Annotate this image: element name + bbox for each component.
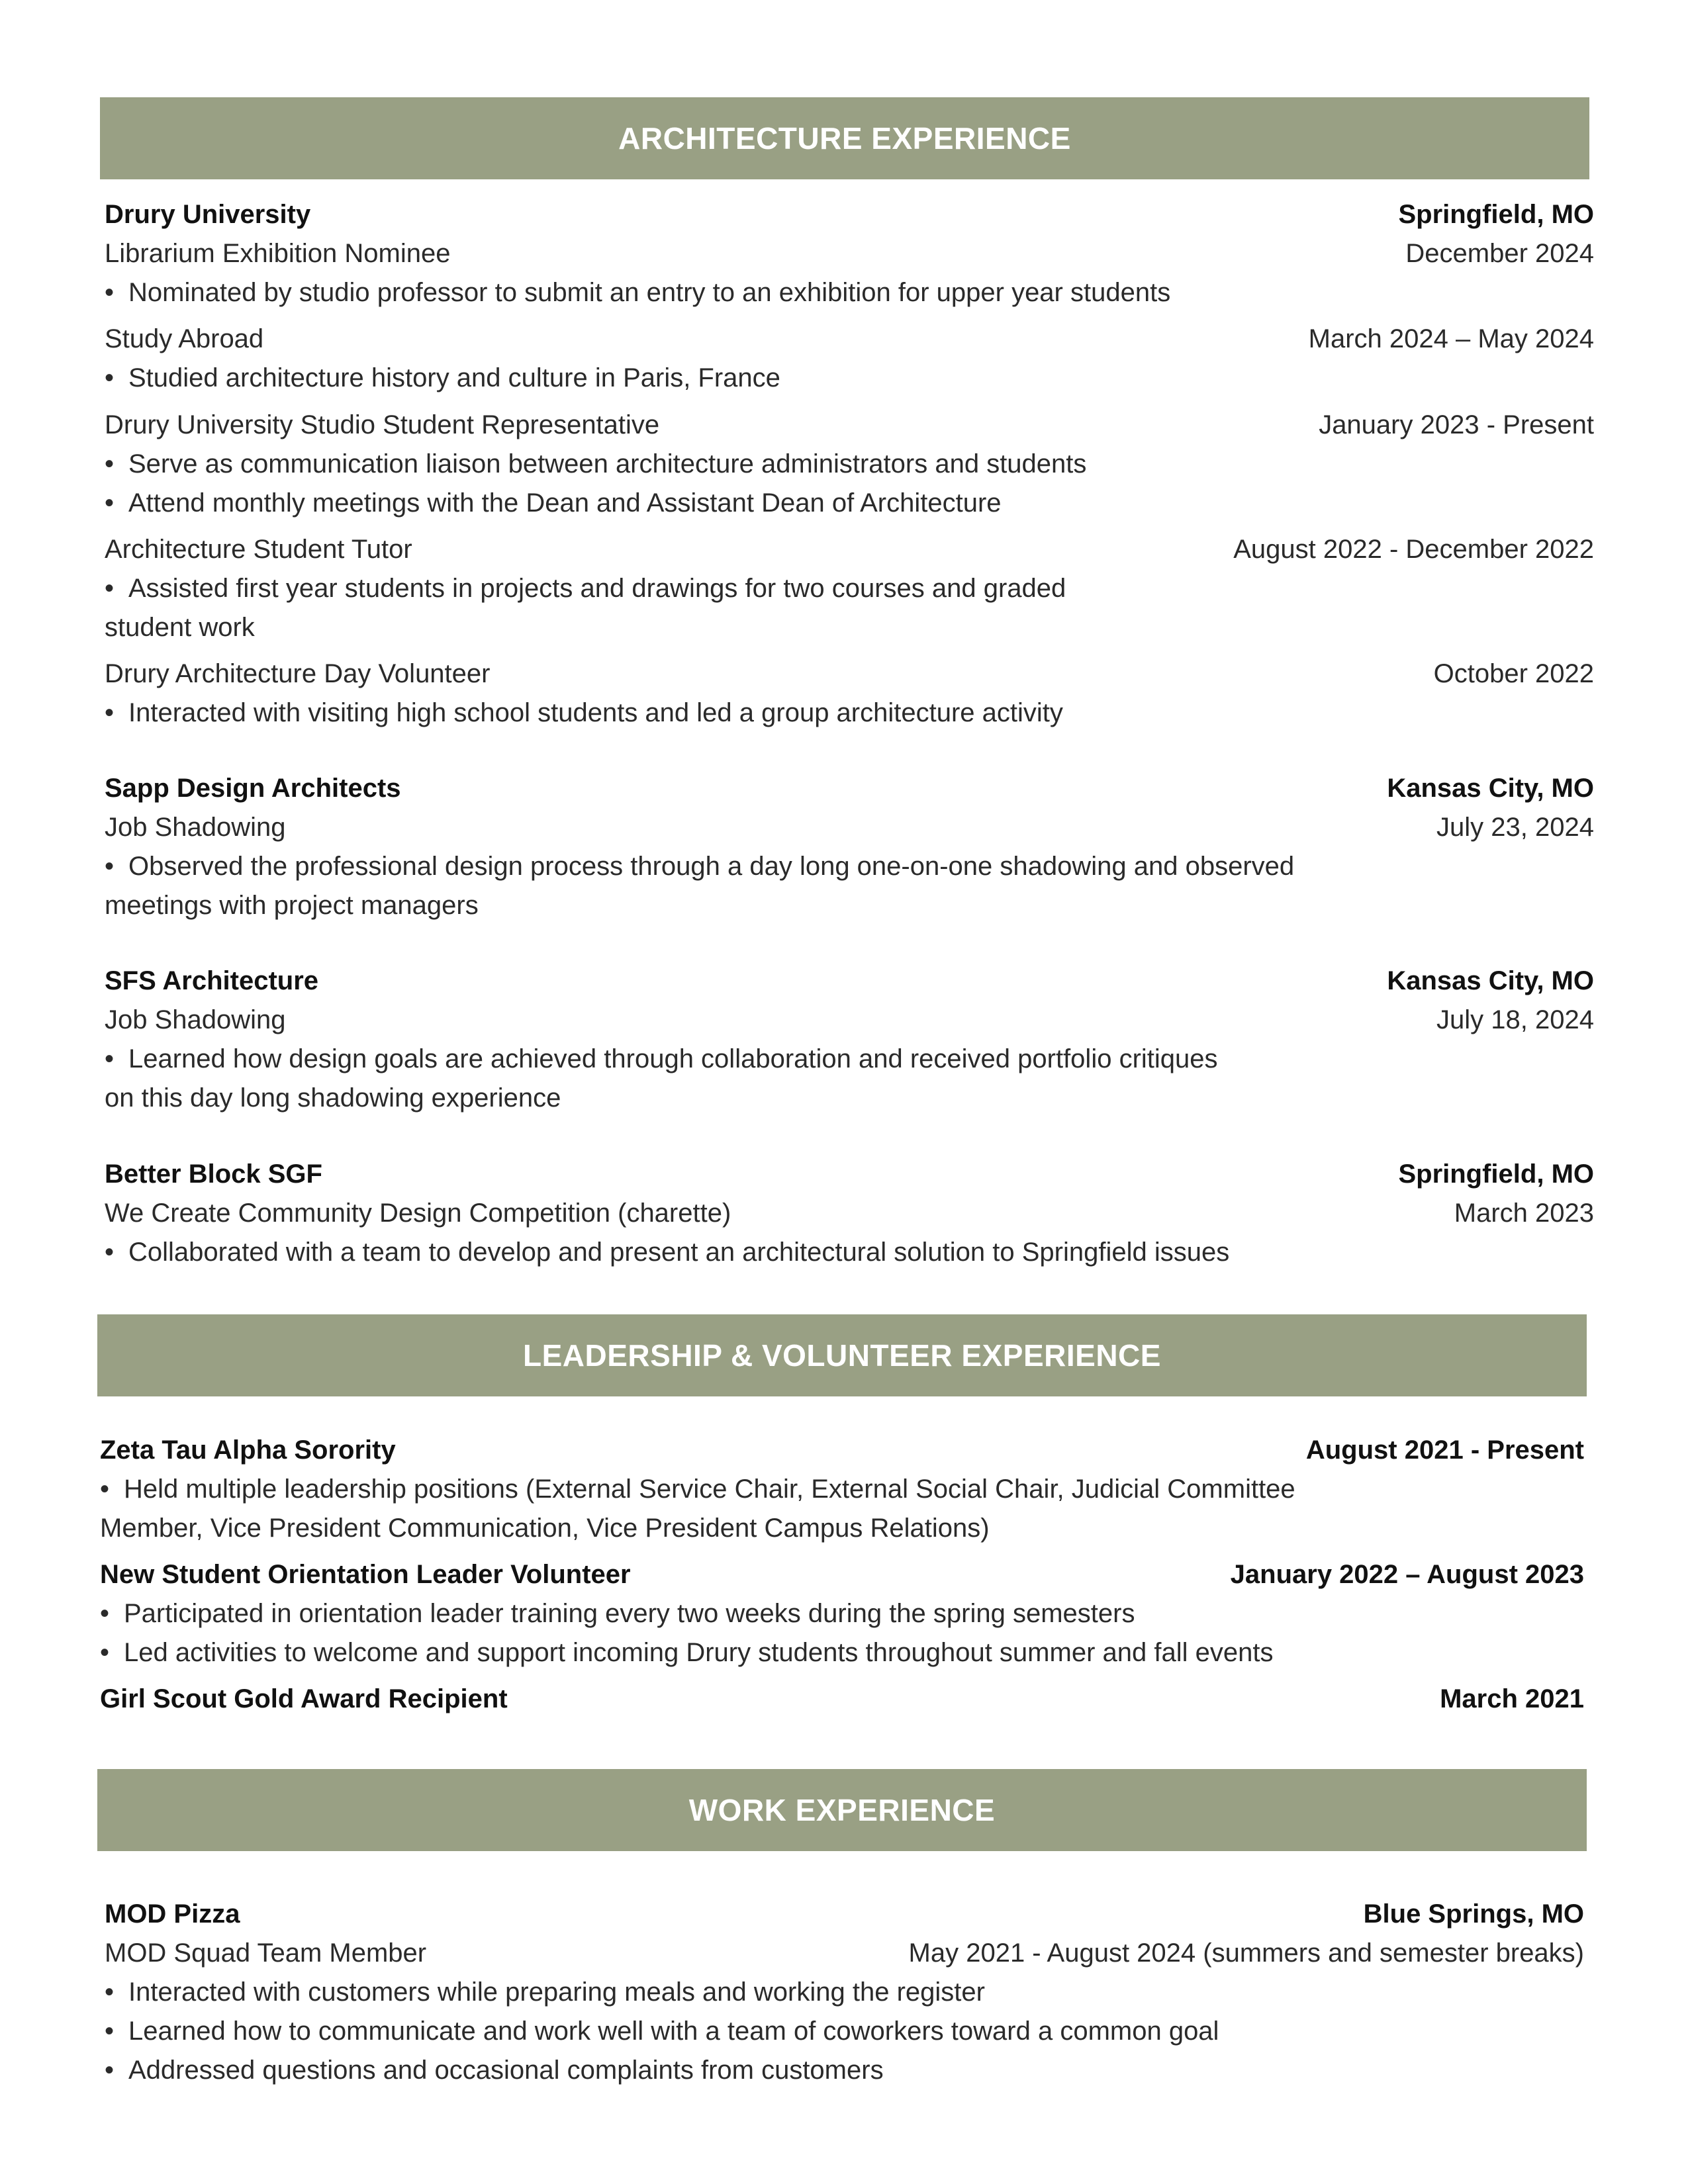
org-name: Zeta Tau Alpha Sorority [100, 1435, 396, 1465]
role-date: December 2024 [1405, 239, 1594, 268]
org-name: SFS Architecture [105, 966, 319, 995]
role-row [105, 1005, 1594, 1035]
bullet-icon: • [105, 1044, 115, 1073]
bullet-item [105, 1044, 1218, 1074]
bullet-continuation: meetings with project managers [105, 891, 479, 920]
bullet-item [105, 698, 1063, 728]
org-name: Girl Scout Gold Award Recipient [100, 1684, 508, 1713]
org-date: January 2022 – August 2023 [1230, 1560, 1584, 1589]
section-title: LEADERSHIP & VOLUNTEER EXPERIENCE [523, 1338, 1161, 1373]
org-row-orientation [100, 1560, 1584, 1590]
bullet-item [100, 1599, 1135, 1629]
role-date: August 2022 - December 2022 [1233, 535, 1594, 564]
bullet-item [105, 488, 1002, 518]
role-title: Drury University Studio Student Representative [105, 410, 660, 439]
bullet-icon: • [105, 574, 115, 603]
bullet-text: Collaborated with a team to develop and present an architectural solution to Springfield issues [128, 1238, 1230, 1267]
role-title: Librarium Exhibition Nominee [105, 239, 451, 268]
role-date: May 2021 - August 2024 (summers and semester breaks) [908, 1938, 1584, 1968]
section-title: WORK EXPERIENCE [688, 1793, 996, 1827]
bullet-item [105, 1238, 1229, 1267]
bullet-continuation: on this day long shadowing experience [105, 1083, 561, 1113]
bullet-text: Studied architecture history and culture in Paris, France [128, 363, 780, 392]
org-row-betterblock [105, 1160, 1594, 1189]
org-row-girlscout [100, 1684, 1584, 1714]
bullet-text: Held multiple leadership positions (External Service Chair, External Social Chair, Judicial Committee [124, 1475, 1295, 1504]
role-row [105, 813, 1594, 842]
bullet-icon: • [105, 1978, 115, 2007]
bullet-icon: • [105, 449, 115, 478]
role-date: March 2024 – May 2024 [1308, 324, 1594, 353]
bullet-item [105, 449, 1086, 479]
bullet-item [105, 363, 780, 393]
section-title: ARCHITECTURE EXPERIENCE [618, 121, 1071, 156]
role-row [105, 535, 1594, 565]
bullet-icon: • [105, 363, 115, 392]
role-row [105, 1938, 1584, 1968]
bullet-item [100, 1638, 1273, 1668]
org-location: Kansas City, MO [1387, 966, 1594, 995]
bullet-item [100, 1475, 1295, 1504]
bullet-text: Participated in orientation leader training every two weeks during the spring semesters [124, 1599, 1135, 1628]
org-date: March 2021 [1440, 1684, 1584, 1713]
bullet-text: Interacted with customers while preparing meals and working the register [128, 1978, 985, 2007]
bullet-icon: • [105, 2056, 115, 2085]
role-title: Study Abroad [105, 324, 264, 353]
section-header-work [97, 1769, 1587, 1851]
bullet-text: Observed the professional design process through a day long one-on-one shadowing and observed [128, 852, 1295, 881]
bullet-icon: • [100, 1638, 110, 1667]
bullet-continuation: Member, Vice President Communication, Vice President Campus Relations) [100, 1514, 990, 1543]
org-name: Better Block SGF [105, 1160, 322, 1189]
bullet-text: Assisted first year students in projects and drawings for two courses and graded [128, 574, 1066, 603]
bullet-icon: • [105, 852, 115, 881]
org-location: Blue Springs, MO [1363, 1899, 1584, 1929]
org-name: New Student Orientation Leader Volunteer [100, 1560, 631, 1589]
role-date: March 2023 [1454, 1199, 1594, 1228]
bullet-icon: • [105, 278, 115, 307]
org-location: Springfield, MO [1398, 1160, 1594, 1189]
bullet-icon: • [105, 698, 115, 727]
bullet-text: Led activities to welcome and support incoming Drury students throughout summer and fall events [124, 1638, 1274, 1667]
org-row-zta [100, 1435, 1584, 1465]
section-header-architecture [100, 97, 1589, 179]
org-name: Drury University [105, 200, 311, 229]
org-row-sapp [105, 774, 1594, 803]
org-date: August 2021 - Present [1305, 1435, 1584, 1465]
bullet-item [105, 574, 1066, 604]
bullet-icon: • [105, 488, 115, 518]
bullet-icon: • [100, 1475, 110, 1504]
bullet-icon: • [100, 1599, 110, 1628]
org-row-drury [105, 200, 1594, 230]
role-title: Job Shadowing [105, 1005, 286, 1034]
org-location: Springfield, MO [1398, 200, 1594, 229]
bullet-item [105, 278, 1170, 308]
bullet-item [105, 852, 1294, 882]
bullet-item [105, 2017, 1219, 2046]
role-title: Architecture Student Tutor [105, 535, 412, 564]
bullet-icon: • [105, 1238, 115, 1267]
org-name: MOD Pizza [105, 1899, 240, 1929]
org-name: Sapp Design Architects [105, 774, 401, 803]
role-row [105, 659, 1594, 689]
bullet-text: Serve as communication liaison between architecture administrators and students [128, 449, 1087, 478]
role-title: Drury Architecture Day Volunteer [105, 659, 491, 688]
bullet-text: Nominated by studio professor to submit an entry to an exhibition for upper year students [128, 278, 1171, 307]
role-title: MOD Squad Team Member [105, 1938, 427, 1968]
role-title: Job Shadowing [105, 813, 286, 842]
bullet-text: Attend monthly meetings with the Dean and Assistant Dean of Architecture [128, 488, 1002, 518]
role-row [105, 324, 1594, 354]
bullet-item [105, 1978, 985, 2007]
bullet-continuation: student work [105, 613, 255, 642]
role-date: July 18, 2024 [1436, 1005, 1594, 1034]
role-date: July 23, 2024 [1436, 813, 1594, 842]
bullet-item [105, 2056, 884, 2085]
bullet-icon: • [105, 2017, 115, 2046]
role-row [105, 410, 1594, 440]
role-date: January 2023 - Present [1319, 410, 1594, 439]
role-date: October 2022 [1433, 659, 1594, 688]
org-row-sfs [105, 966, 1594, 996]
org-row-mod [105, 1899, 1584, 1929]
bullet-text: Interacted with visiting high school students and led a group architecture activity [128, 698, 1063, 727]
role-title: We Create Community Design Competition (charette) [105, 1199, 731, 1228]
section-header-leadership [97, 1314, 1587, 1396]
bullet-text: Learned how design goals are achieved through collaboration and received portfolio critiques [128, 1044, 1218, 1073]
bullet-text: Addressed questions and occasional complaints from customers [128, 2056, 884, 2085]
role-row [105, 1199, 1594, 1228]
bullet-text: Learned how to communicate and work well with a team of coworkers toward a common goal [128, 2017, 1219, 2046]
role-row [105, 239, 1594, 269]
org-location: Kansas City, MO [1387, 774, 1594, 803]
